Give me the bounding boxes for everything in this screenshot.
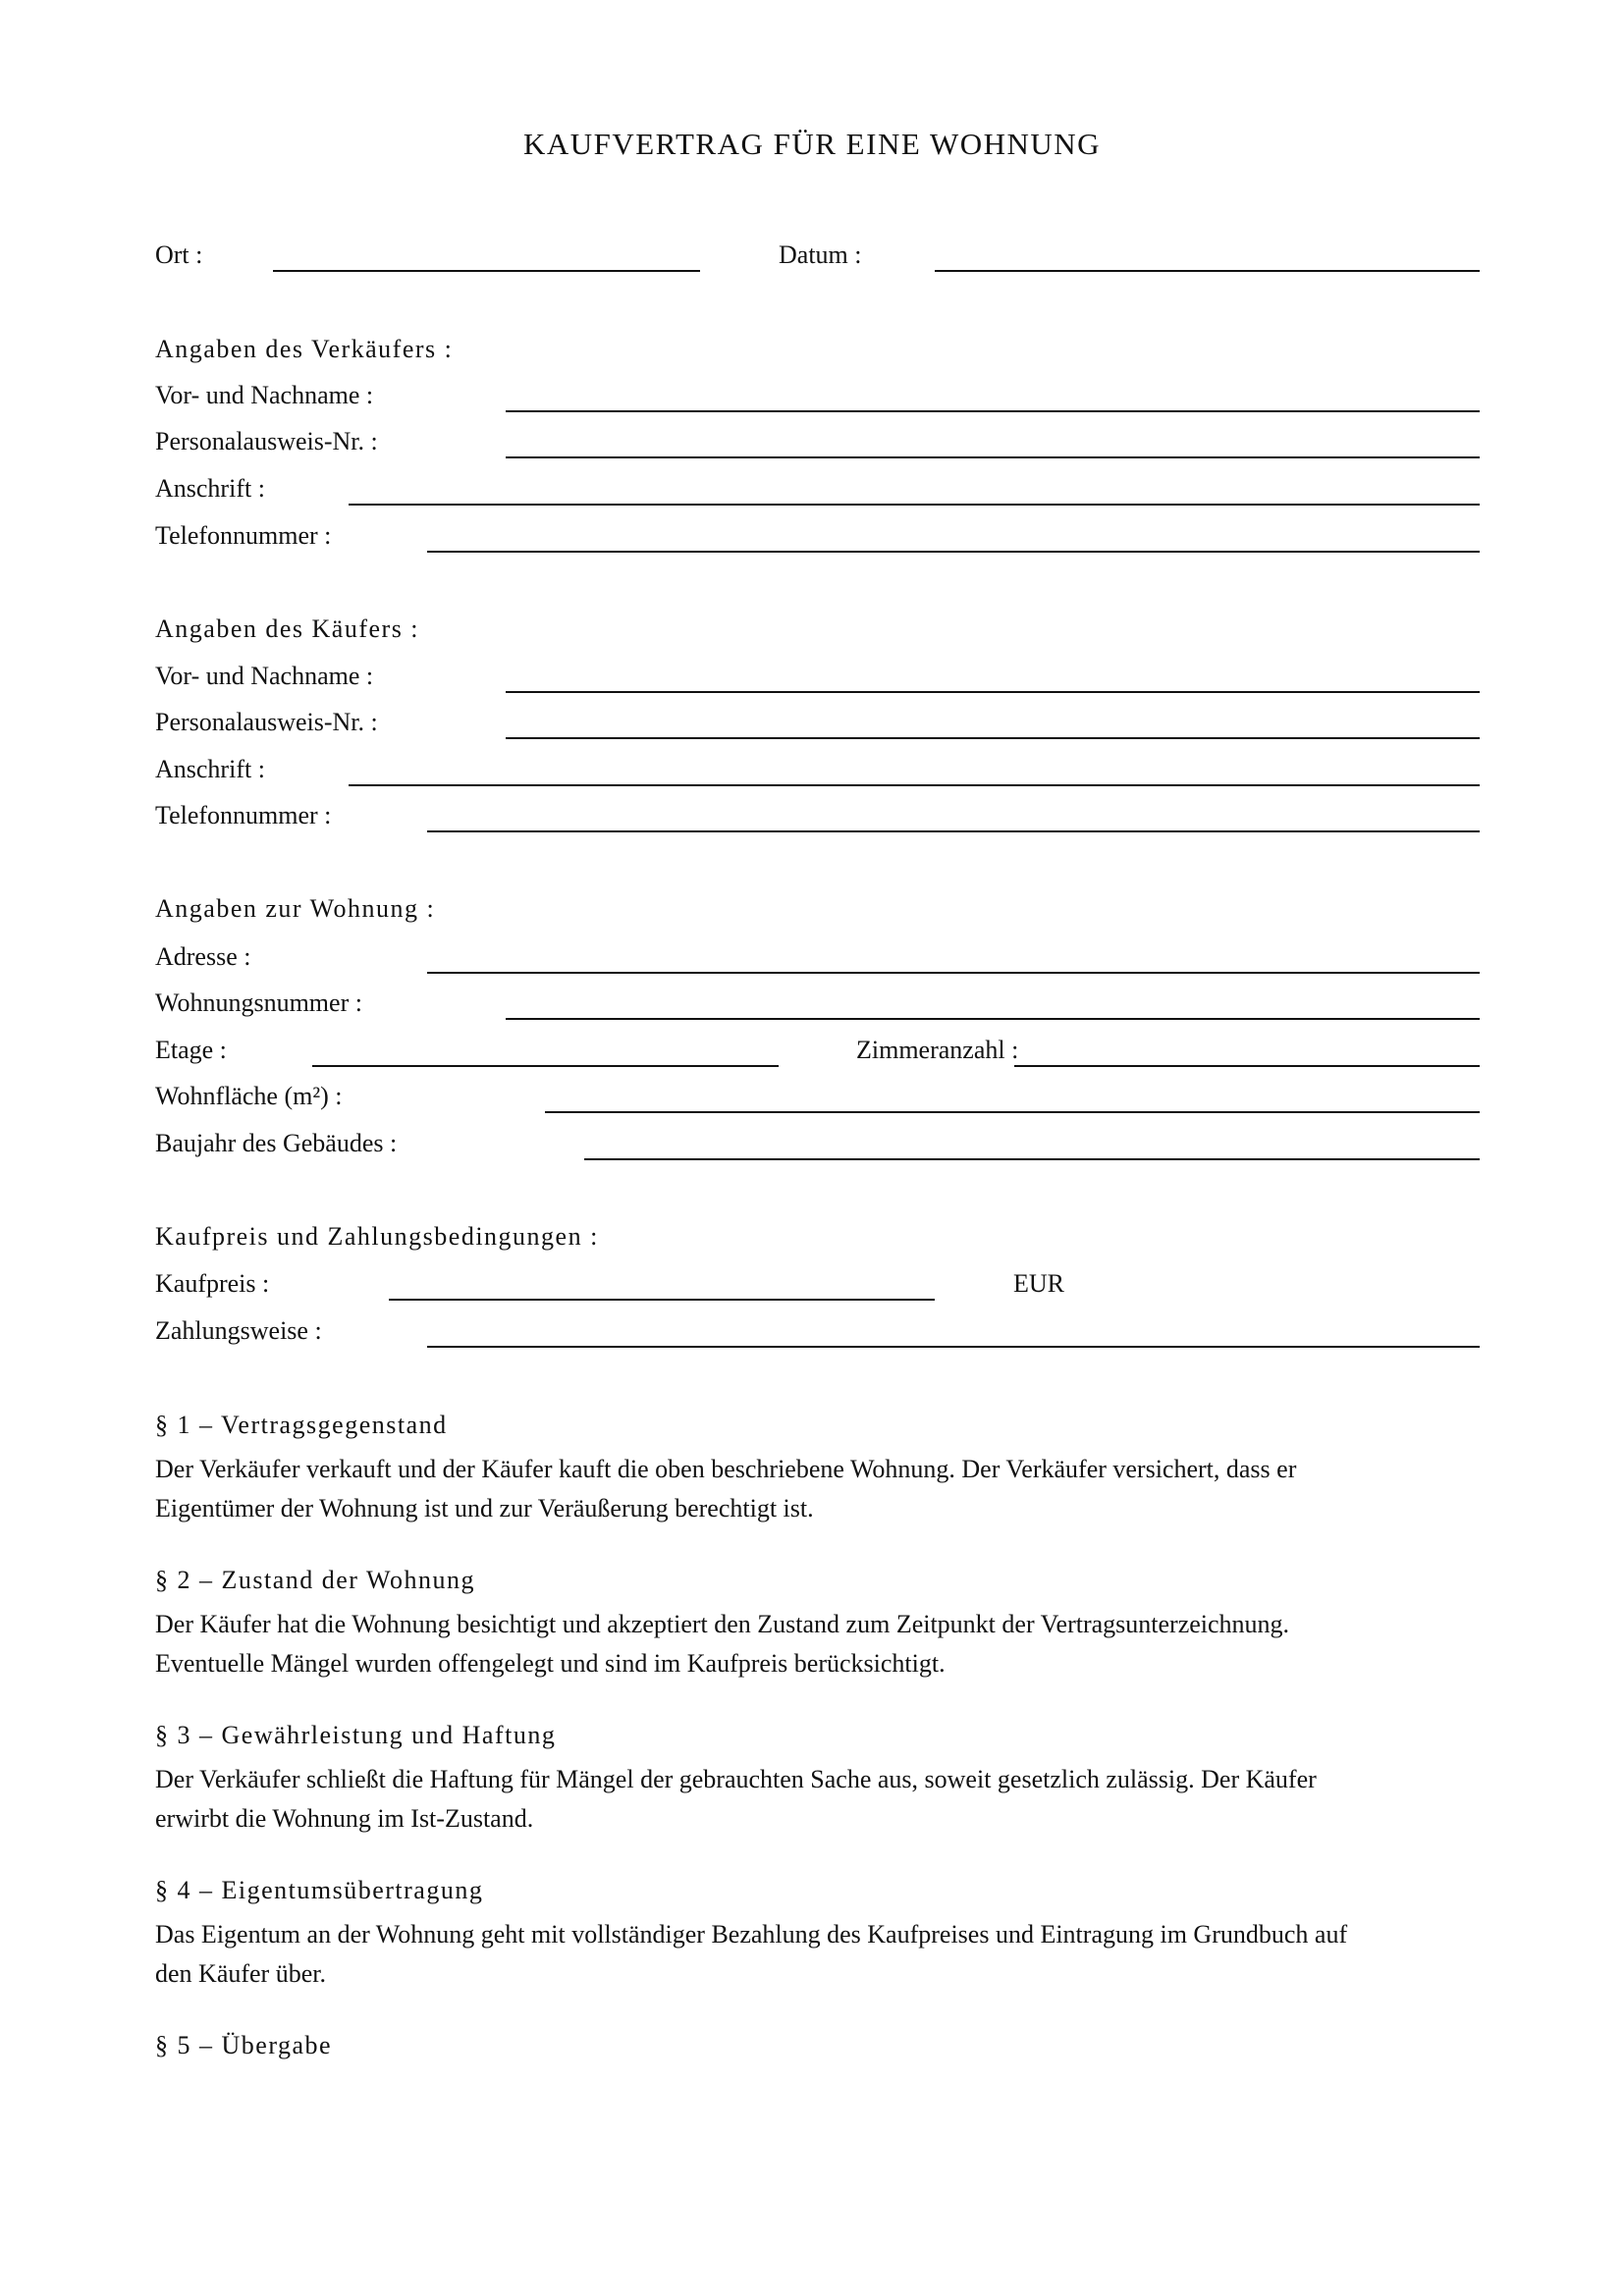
datum-field[interactable] [935,270,1480,272]
apartment-number-field[interactable] [506,1018,1480,1020]
section-4-text [155,1915,1490,1994]
year-label: Baujahr des Gebäudes : [155,1129,398,1157]
floor-label: Etage : [155,1036,227,1064]
seller-name-field[interactable] [506,410,1480,412]
section-2-line-2: Eventuelle Mängel wurden offengelegt und sind im Kaufpreis berücksichtigt. [155,1649,946,1678]
seller-name-label: Vor- und Nachname : [155,381,374,409]
section-1-line-2: Eigentümer der Wohnung ist und zur Veräußerung berechtigt ist. [155,1494,814,1522]
apartment-number-label: Wohnungsnummer : [155,988,362,1017]
section-1-heading: § 1 – Vertragsgegenstand [155,1411,448,1439]
seller-heading: Angaben des Verkäufers : [155,335,454,363]
payment-label: Zahlungsweise : [155,1316,322,1345]
section-2-heading: § 2 – Zustand der Wohnung [155,1566,475,1594]
seller-id-field[interactable] [506,456,1480,458]
section-4-line-1: Das Eigentum an der Wohnung geht mit vollständiger Bezahlung des Kaufpreises und Eintragung im Grundbuch auf [155,1920,1348,1949]
section-4-line-2: den Käufer über. [155,1959,326,1988]
seller-id-label: Personalausweis-Nr. : [155,427,378,455]
buyer-phone-field[interactable] [427,830,1480,832]
rooms-label: Zimmeranzahl : [856,1036,1019,1064]
floor-field[interactable] [312,1065,779,1067]
seller-phone-label: Telefonnummer : [155,521,332,550]
year-field[interactable] [584,1158,1480,1160]
section-2-line-1: Der Käufer hat die Wohnung besichtigt und akzeptiert den Zustand zum Zeitpunkt der Vertragsunterzeichnung. [155,1610,1290,1638]
ort-field[interactable] [273,270,700,272]
section-2-text [155,1605,1490,1683]
ort-label: Ort : [155,240,203,269]
payment-field[interactable] [427,1346,1480,1348]
section-1-line-1: Der Verkäufer verkauft und der Käufer kauft die oben beschriebene Wohnung. Der Verkäufer versichert, dass er [155,1455,1297,1483]
seller-address-label: Anschrift : [155,474,265,503]
section-3-line-2: erwirbt die Wohnung im Ist-Zustand. [155,1804,534,1833]
buyer-phone-label: Telefonnummer : [155,801,332,829]
currency-label: EUR [1013,1269,1064,1298]
section-5-heading: § 5 – Übergabe [155,2031,333,2059]
buyer-id-label: Personalausweis-Nr. : [155,708,378,736]
buyer-name-label: Vor- und Nachname : [155,662,374,690]
buyer-id-field[interactable] [506,737,1480,739]
section-3-line-1: Der Verkäufer schließt die Haftung für Mängel der gebrauchten Sache aus, soweit gesetzlich zulässig. Der Käufer [155,1765,1317,1793]
price-heading: Kaufpreis und Zahlungsbedingungen : [155,1222,599,1251]
section-3-text [155,1760,1490,1839]
buyer-address-field[interactable] [349,784,1480,786]
price-field[interactable] [389,1299,935,1301]
section-4-heading: § 4 – Eigentumsübertragung [155,1876,484,1904]
datum-label: Datum : [779,240,862,269]
seller-address-field[interactable] [349,504,1480,506]
price-label: Kaufpreis : [155,1269,270,1298]
seller-phone-field[interactable] [427,551,1480,553]
document-title: KAUFVERTRAG FÜR EINE WOHNUNG [522,127,1102,161]
buyer-heading: Angaben des Käufers : [155,614,420,643]
apartment-heading: Angaben zur Wohnung : [155,894,436,923]
apartment-address-label: Adresse : [155,942,251,971]
apartment-address-field[interactable] [427,972,1480,974]
section-3-heading: § 3 – Gewährleistung und Haftung [155,1721,557,1749]
area-field[interactable] [545,1111,1480,1113]
buyer-name-field[interactable] [506,691,1480,693]
rooms-field[interactable] [1014,1065,1480,1067]
area-label: Wohnfläche (m²) : [155,1082,343,1110]
section-1-text [155,1450,1490,1528]
buyer-address-label: Anschrift : [155,755,265,783]
